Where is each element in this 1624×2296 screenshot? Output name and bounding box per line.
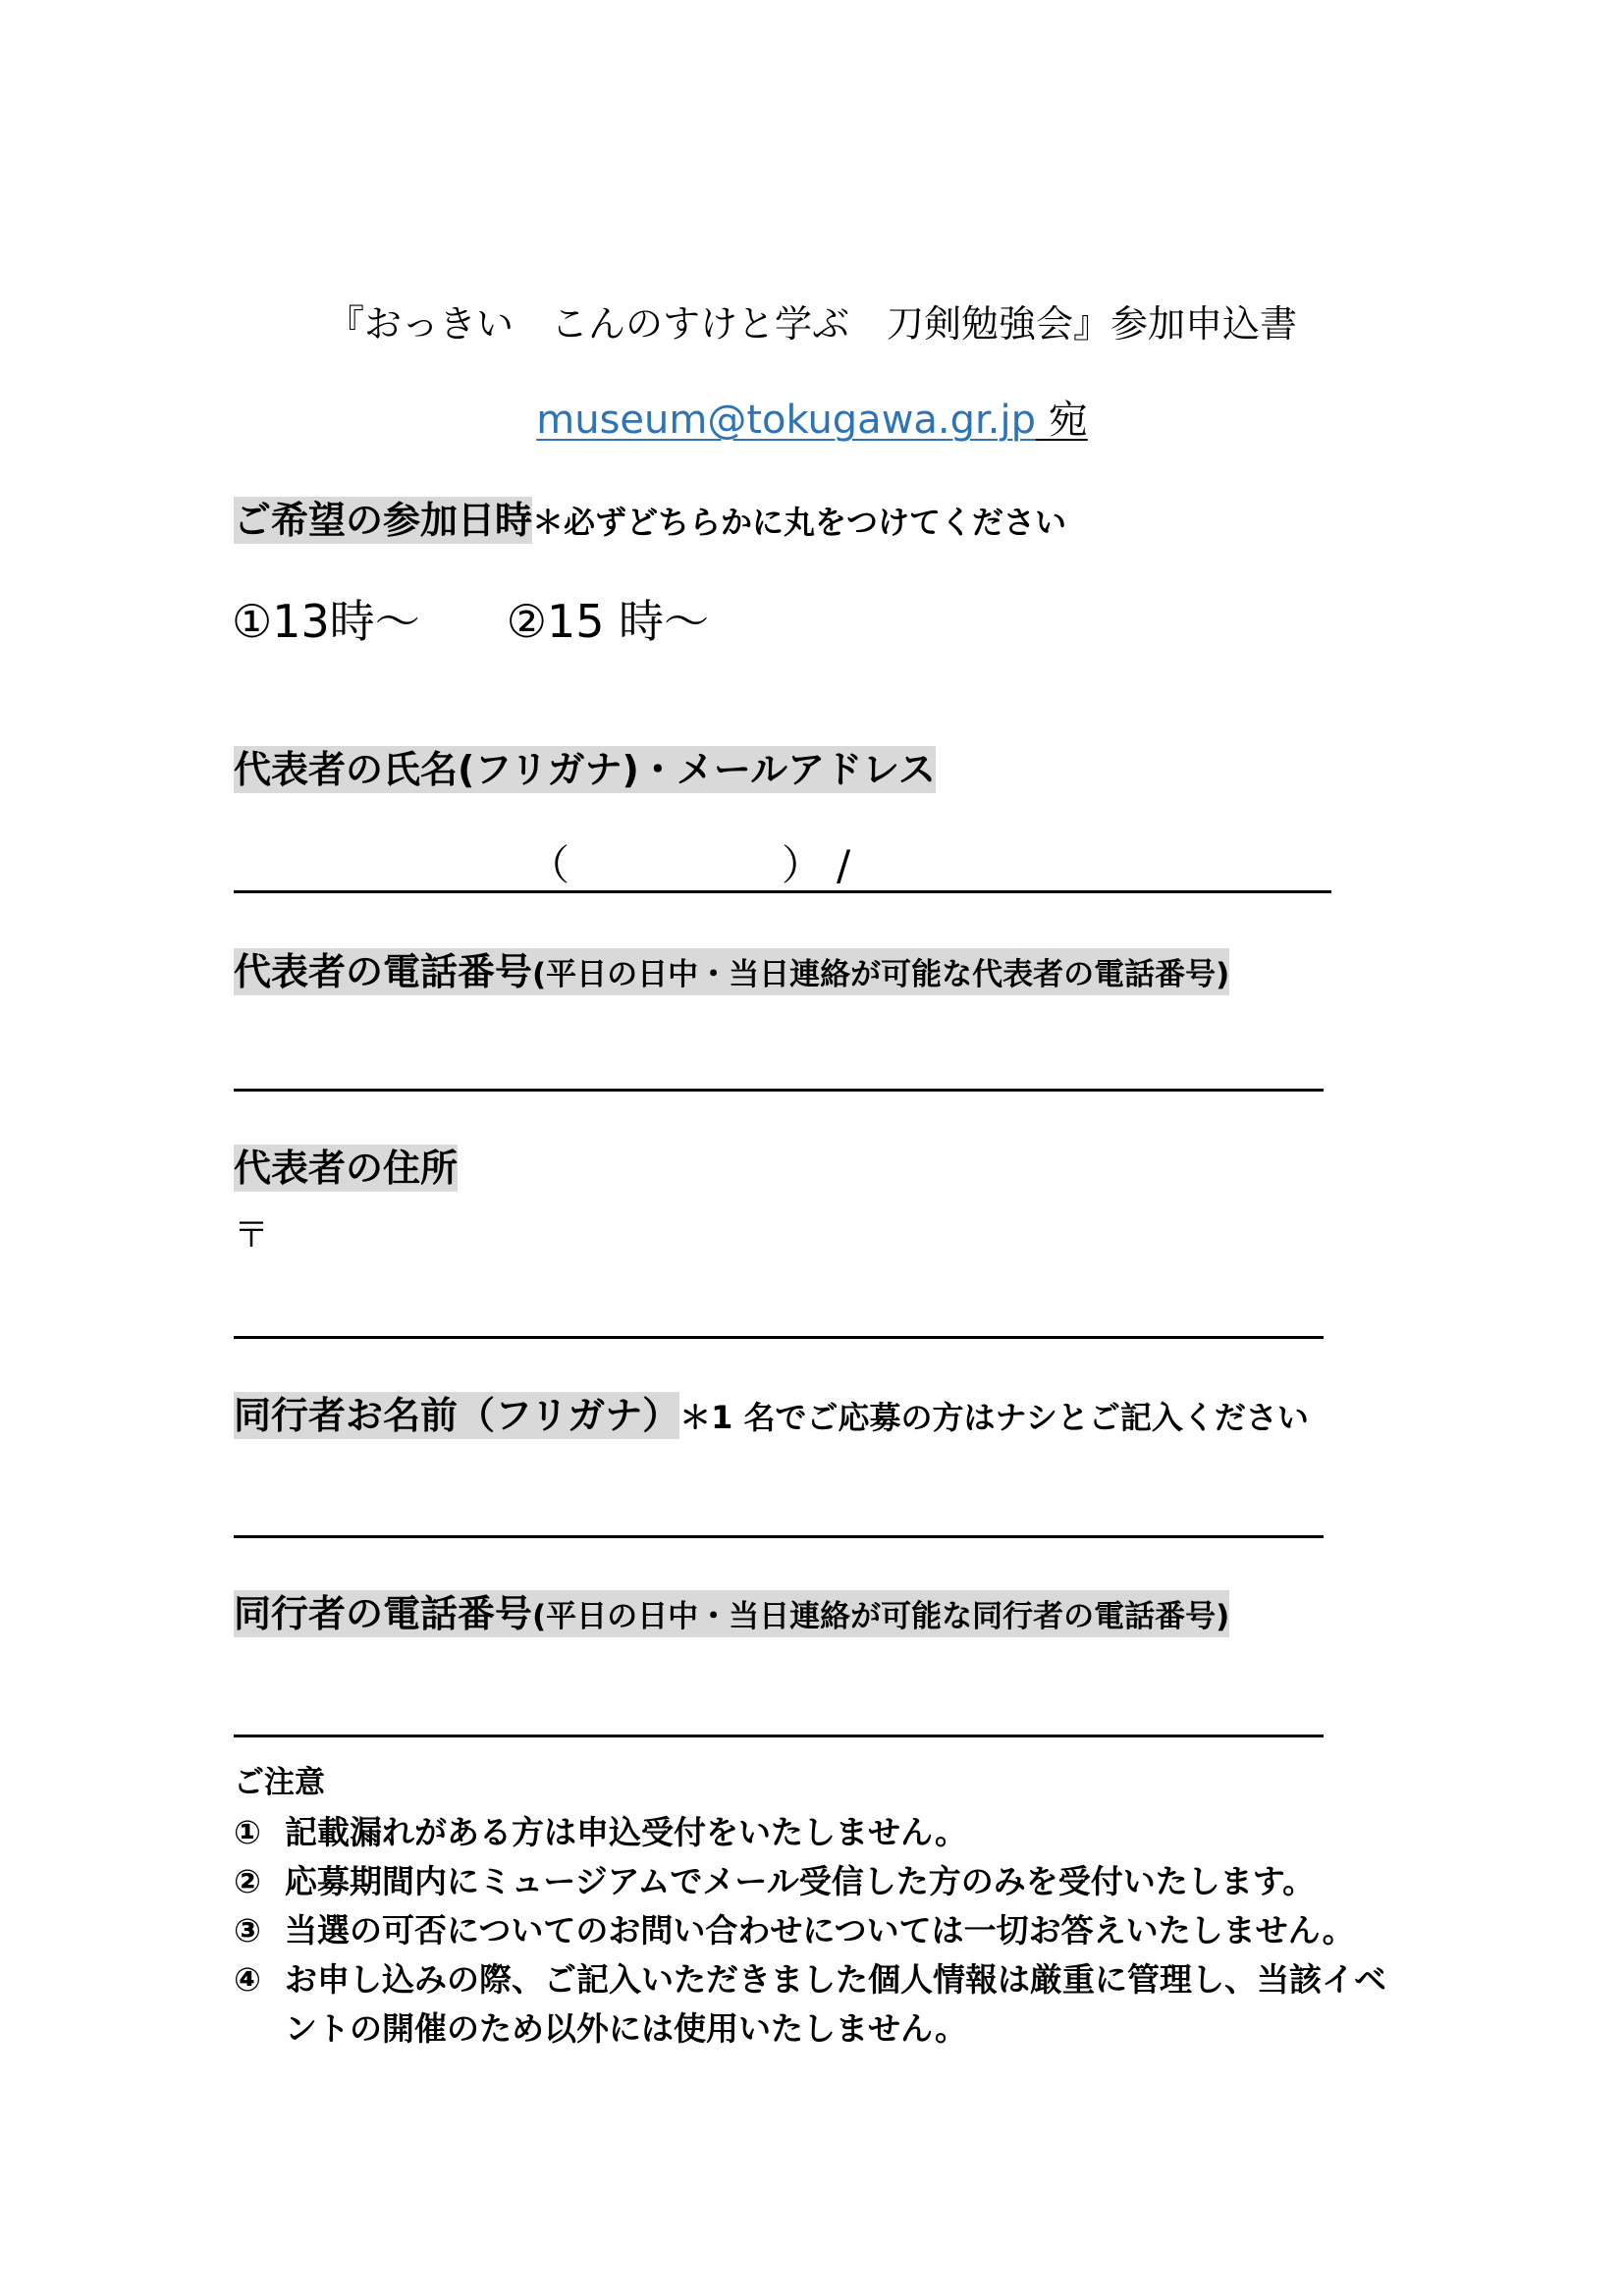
rep-address-heading-row <box>234 1141 458 1196</box>
note-item <box>234 1808 1412 1857</box>
note-item <box>234 1857 1412 1906</box>
rep-name-heading: 代表者の氏名(フリガナ)・メールアドレス <box>234 748 936 791</box>
note-text: 応募期間内にミュージアムでメール受信した方のみを受付いたします。 <box>285 1862 1316 1900</box>
note-item <box>234 1955 1412 2054</box>
note-text: 当選の可否についてのお問い合わせについては一切お答えいたしません。 <box>285 1911 1355 1949</box>
companion-name-input-line[interactable] <box>234 1535 1324 1538</box>
rep-phone-note: (平日の日中・当日連絡が可能な代表者の電話番号) <box>532 957 1230 992</box>
open-paren: （ <box>528 841 570 889</box>
companion-name-heading: 同行者お名前（フリガナ） <box>234 1394 680 1437</box>
note-item <box>234 1906 1412 1955</box>
email-link[interactable]: museum@tokugawa.gr.jp <box>536 398 1037 443</box>
note-number: ① <box>234 1813 261 1851</box>
postal-mark: 〒 <box>234 1215 270 1255</box>
notes-title: ご注意 <box>234 1765 325 1800</box>
date-heading-row <box>234 493 1066 550</box>
rep-address-heading: 代表者の住所 <box>234 1147 459 1190</box>
rep-address-input-line[interactable] <box>234 1336 1324 1339</box>
note-number: ④ <box>234 1960 261 1999</box>
companion-phone-heading-row <box>234 1586 1229 1644</box>
companion-phone-heading-block <box>234 1590 1229 1637</box>
note-number: ② <box>234 1862 261 1900</box>
addressee-line <box>0 391 1624 450</box>
rep-name-heading-row <box>234 742 936 797</box>
rep-name-input-line[interactable] <box>234 890 1331 893</box>
time-option-1[interactable]: ①13時～ <box>232 595 420 648</box>
companion-phone-note: (平日の日中・当日連絡が可能な同行者の電話番号) <box>532 1599 1230 1634</box>
form-title: 『おっきい こんのすけと学ぶ 刀剣勉強会』参加申込書 <box>326 302 1297 346</box>
rep-phone-heading-block <box>234 948 1229 995</box>
date-note: ＊必ずどちらかに丸をつけてください <box>532 504 1067 541</box>
addressee-suffix: 宛 <box>1036 398 1088 443</box>
notes-list <box>234 1808 1412 2054</box>
note-text: 記載漏れがある方は申込受付をいたしません。 <box>285 1813 967 1851</box>
time-options <box>232 587 709 656</box>
companion-phone-input-line[interactable] <box>234 1735 1324 1737</box>
rep-phone-heading: 代表者の電話番号 <box>234 950 533 993</box>
companion-name-heading-row <box>234 1388 1309 1445</box>
rep-phone-input-line[interactable] <box>234 1089 1324 1092</box>
rep-phone-heading-row <box>234 944 1229 1002</box>
note-text: お申し込みの際、ご記入いただきました個人情報は厳重に管理し、当該イベントの開催のため以外には使用いたしません。 <box>285 1960 1386 2048</box>
note-number: ③ <box>234 1911 261 1949</box>
close-paren: ） <box>782 841 824 889</box>
slash-separator: / <box>837 841 851 889</box>
companion-phone-heading: 同行者の電話番号 <box>234 1592 533 1635</box>
companion-name-note: ＊1 名でご応募の方はナシとご記入ください <box>679 1399 1309 1436</box>
time-option-2[interactable]: ②15 時～ <box>506 595 710 648</box>
date-heading: ご希望の参加日時 <box>234 499 533 542</box>
